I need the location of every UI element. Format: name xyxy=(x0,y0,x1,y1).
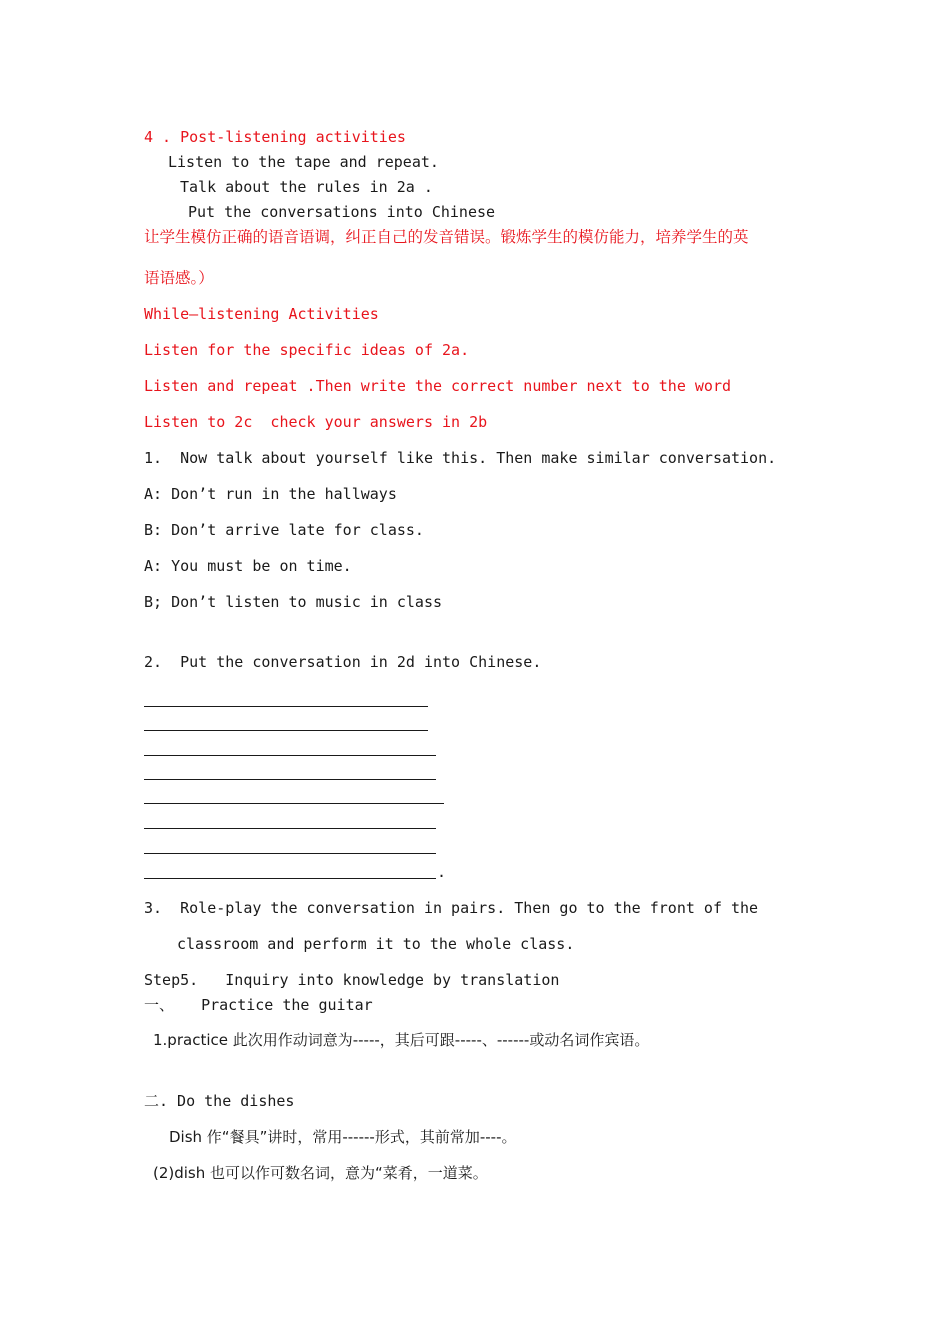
purpose-text-continued: 语语感。） xyxy=(144,269,214,287)
while-listening-item: Listen to 2c check your answers in 2b xyxy=(144,413,488,431)
answer-blank-line xyxy=(144,706,428,707)
answer-blank-line xyxy=(144,803,444,804)
answer-blank-line xyxy=(144,779,436,780)
answer-blank-line xyxy=(144,853,436,854)
section-4-item: Listen to the tape and repeat. xyxy=(168,153,439,171)
answer-blank-line xyxy=(144,828,436,829)
while-listening-item: Listen for the specific ideas of 2a. xyxy=(144,341,470,359)
part-2-note: Dish 作“餐具”讲时，常用------形式，其前常加----。 xyxy=(169,1128,517,1146)
answer-blank-line xyxy=(144,878,436,879)
part-1-note: 1.practice 此次用作动词意为-----，其后可跟-----、------或动名词作宾语。 xyxy=(153,1031,650,1049)
while-listening-title: While—listening Activities xyxy=(144,305,379,323)
section-4-item: Put the conversations into Chinese xyxy=(188,203,496,221)
blank-end-period: . xyxy=(437,863,447,881)
dialogue-line: A: Don’t run in the hallways xyxy=(144,485,397,503)
part-2-note: (2)dish 也可以作可数名词，意为“菜肴，一道菜。 xyxy=(153,1164,488,1182)
task-2-instruction: 2. Put the conversation in 2d into Chinese. xyxy=(144,653,542,671)
answer-blank-line xyxy=(144,730,428,731)
section-4-title: 4 . Post-listening activities xyxy=(144,128,406,146)
task-3-instruction-continued: classroom and perform it to the whole class. xyxy=(177,935,575,953)
task-1-instruction: 1. Now talk about yourself like this. Then make similar conversation. xyxy=(144,449,777,467)
purpose-text: 让学生模仿正确的语音语调，纠正自己的发音错误。锻炼学生的模仿能力，培养学生的英 xyxy=(144,228,749,246)
dialogue-line: A: You must be on time. xyxy=(144,557,352,575)
section-4-item: Talk about the rules in 2a . xyxy=(180,178,433,196)
task-3-instruction: 3. Role-play the conversation in pairs. Then go to the front of the xyxy=(144,899,759,917)
answer-blank-line xyxy=(144,755,436,756)
part-1-title: 一、 Practice the guitar xyxy=(144,996,373,1014)
dialogue-line: B: Don’t arrive late for class. xyxy=(144,521,424,539)
part-2-title: 二. Do the dishes xyxy=(144,1092,295,1110)
while-listening-item: Listen and repeat .Then write the correct number next to the word xyxy=(144,377,731,395)
dialogue-line: B; Don’t listen to music in class xyxy=(144,593,443,611)
step-5-heading: Step5. Inquiry into knowledge by translation xyxy=(144,971,560,989)
